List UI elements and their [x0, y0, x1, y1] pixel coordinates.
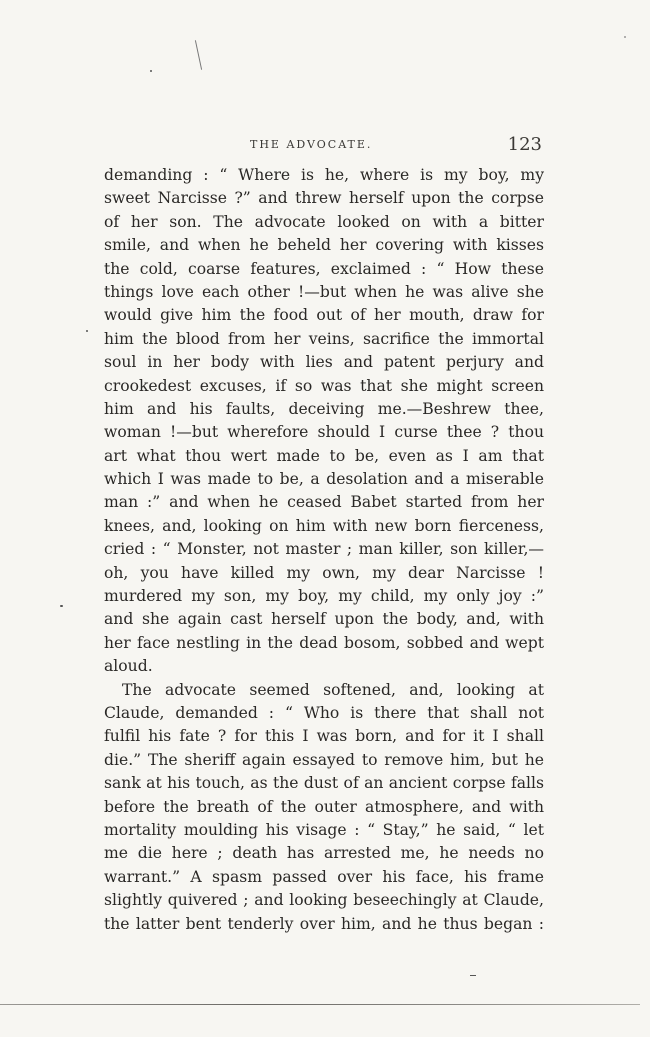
- text-line: warrant.” A spasm passed over his face, his frame: [104, 867, 544, 886]
- text-line: oh, you have killed my own, my dear Narcisse !: [104, 563, 544, 582]
- text-line: die.” The sheriff again essayed to remove him, but he: [104, 750, 544, 769]
- text-line: of her son. The advocate looked on with a bitter: [104, 212, 544, 231]
- paragraph-first-line: The advocate seemed softened, and, looking at: [122, 680, 544, 699]
- speck-mark: [470, 975, 476, 976]
- text-line: knees, and, looking on him with new born fierceness,: [104, 516, 544, 535]
- text-line: would give him the food out of her mouth, draw for: [104, 306, 544, 325]
- text-line: me die here ; death has arrested me, he needs no: [104, 844, 544, 863]
- text-line: her face nestling in the dead bosom, sobbed and wept: [104, 633, 544, 652]
- text-line: soul in her body with lies and patent perjury and: [104, 353, 544, 372]
- speck-mark: [624, 36, 626, 38]
- text-line: sank at his touch, as the dust of an ancient corpse falls: [104, 774, 544, 793]
- text-line: mortality moulding his visage : “ Stay,” he said, “ let: [104, 820, 544, 839]
- running-title: THE ADVOCATE.: [250, 138, 373, 151]
- pencil-stroke-mark: [195, 40, 202, 70]
- text-line: fulfil his fate ? for this I was born, and for it I shall: [104, 727, 544, 746]
- body-text: [104, 164, 544, 936]
- speck-mark: [150, 70, 152, 72]
- text-line: demanding : “ Where is he, where is my boy, my: [104, 166, 544, 184]
- text-line: woman !—but wherefore should I curse thee ? thou: [104, 423, 544, 442]
- text-line: before the breath of the outer atmosphere, and with: [104, 797, 544, 816]
- text-line: man :” and when he ceased Babet started from her: [104, 493, 544, 512]
- running-head: [100, 134, 548, 158]
- text-line: smile, and when he beheld her covering with kisses: [104, 236, 544, 255]
- text-line: things love each other !—but when he was alive she: [104, 282, 544, 301]
- text-line: which I was made to be, a desolation and a miserable: [104, 470, 544, 489]
- speck-mark: [60, 605, 63, 607]
- text-line: him and his faults, deceiving me.—Beshrew thee,: [104, 399, 544, 418]
- text-line: murdered my son, my boy, my child, my only joy :”: [104, 587, 544, 606]
- speck-mark: [86, 330, 88, 332]
- text-line: sweet Narcisse ?” and threw herself upon the corpse: [104, 189, 544, 208]
- paragraph-end-line: aloud.: [104, 657, 153, 676]
- text-line: slightly quivered ; and looking beseechingly at Claude,: [104, 891, 544, 910]
- text-line: the latter bent tenderly over him, and he thus began :: [104, 914, 544, 933]
- text-line: and she again cast herself upon the body, and, with: [104, 610, 544, 629]
- page-number: 123: [507, 134, 542, 155]
- text-line: cried : “ Monster, not master ; man killer, son killer,—: [104, 540, 544, 559]
- text-line: art what thou wert made to be, even as I am that: [104, 446, 544, 465]
- text-line: him the blood from her veins, sacrifice the immortal: [104, 329, 544, 348]
- text-line: the cold, coarse features, exclaimed : “ How these: [104, 259, 544, 278]
- text-line: crookedest excuses, if so was that she might screen: [104, 376, 544, 395]
- bottom-rule: [0, 1004, 640, 1005]
- text-line: Claude, demanded : “ Who is there that shall not: [104, 703, 544, 722]
